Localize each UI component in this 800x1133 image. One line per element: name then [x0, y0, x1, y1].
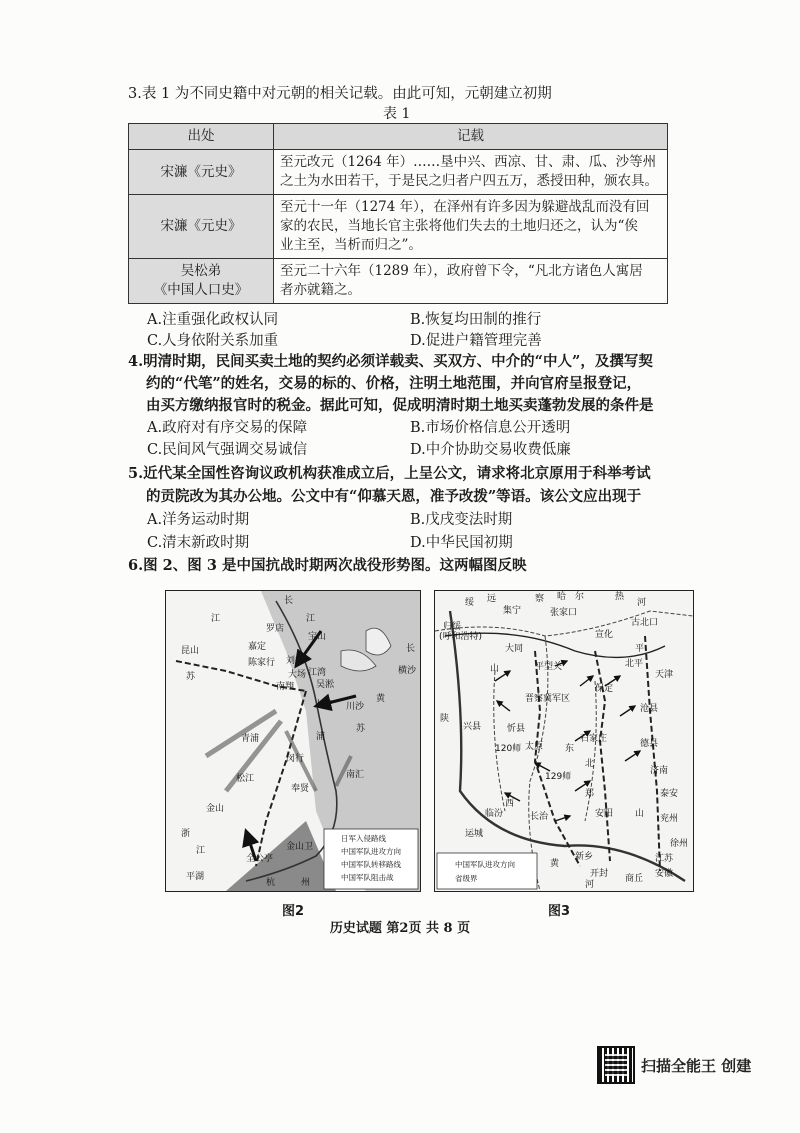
map-label: 平 — [635, 644, 645, 654]
q4-option-d[interactable]: D.中介协助交易收费低廉 — [410, 442, 571, 458]
map-label: 陕 — [440, 714, 450, 724]
table-row — [129, 195, 668, 259]
row-record — [274, 195, 668, 259]
map-figure-3 — [434, 590, 694, 892]
map-label: 奉贤 — [291, 784, 310, 794]
map-label: 长 — [406, 644, 416, 654]
map-label: 泰安 — [660, 789, 679, 799]
q5-option-d[interactable]: D.中华民国初期 — [410, 535, 513, 551]
map-label: 西 — [505, 799, 515, 809]
attack-arrow — [555, 816, 570, 821]
table-caption: 表 1 — [383, 106, 411, 122]
q5-option-b[interactable]: B.戊戌变法时期 — [410, 512, 513, 528]
row-source: 宋濂《元史》 — [129, 150, 274, 195]
map-label: 哈 — [557, 592, 567, 602]
record-table — [128, 123, 668, 304]
figure-3-caption: 图3 — [548, 904, 571, 919]
figure-2-caption: 图2 — [282, 904, 305, 919]
province-border — [585, 681, 596, 821]
map-label: 临汾 — [485, 809, 504, 819]
table-header-row — [129, 124, 668, 150]
map-label: 古北口 — [631, 618, 659, 628]
map-label: 绥 — [465, 598, 475, 608]
map-label: 晋察冀军区 — [525, 694, 571, 704]
row-record — [274, 259, 668, 304]
map-label: 苏 — [356, 724, 366, 734]
row-source: 宋濂《元史》 — [129, 195, 274, 259]
record-line: 者亦就籍之。 — [280, 282, 361, 298]
map-label: 沧县 — [640, 704, 659, 714]
map-label: 上海 — [314, 700, 333, 710]
qr-code-icon — [597, 1046, 635, 1084]
map-label: 北平 — [625, 659, 644, 669]
map-label: 河 — [637, 598, 647, 608]
table-row — [129, 259, 668, 304]
scanner-brand: 扫描全能王 创建 — [641, 1056, 752, 1075]
record-line: 业主至，当析而归之”。 — [280, 237, 422, 253]
map-label: 宣化 — [595, 630, 614, 640]
record-line: 家的农民，当地长官主张将他们失去的土地归还之，认为“俟 — [280, 218, 638, 234]
map-3-legend — [437, 853, 537, 889]
map-label: 129师 — [545, 772, 572, 782]
map-label: 刘行 — [286, 656, 305, 666]
q5-line: 的贡院改为其办公地。公文中有“仰慕天恩，准予改拨”等语。该公文应出现于 — [146, 488, 642, 505]
map-label: 120师 — [495, 744, 522, 754]
map-label: 热 — [615, 592, 625, 602]
map-label: 徐州 — [670, 839, 689, 849]
table-row — [129, 150, 668, 195]
map-label: 大同 — [505, 644, 524, 654]
map-label: 新乡 — [575, 852, 594, 862]
map-label: 张家口 — [550, 608, 578, 618]
map-label: 察 — [535, 594, 545, 604]
map-label: 陈家行 — [248, 658, 276, 668]
map-label: 中国军队转移路线 — [341, 860, 401, 869]
map-label: 江 — [196, 846, 206, 856]
q4-line: 4.明清时期，民间买卖土地的契约必须详载卖、买双方、中介的“中人”，及撰写契 — [128, 353, 653, 370]
map-figure-2 — [165, 590, 421, 892]
q5-option-a[interactable]: A.洋务运动时期 — [147, 512, 250, 528]
q3-option-c[interactable]: C.人身依附关系加重 — [147, 333, 279, 349]
map-label: 昆山 — [181, 646, 200, 656]
map-label: 嘉定 — [248, 642, 267, 652]
map-label: 兴县 — [463, 722, 482, 732]
map-label: 德县 — [640, 739, 659, 749]
map-label: 南汇 — [346, 770, 365, 780]
header-source: 出处 — [129, 124, 274, 150]
map-label: 北 — [585, 759, 595, 769]
map-label: 黄 — [376, 694, 386, 704]
page-footer: 历史试题 第2页 共 8 页 — [329, 921, 471, 936]
q5-option-c[interactable]: C.清末新政时期 — [147, 535, 250, 551]
map-label: 中国军队进攻方向 — [341, 847, 401, 856]
attack-arrow — [625, 751, 640, 761]
map-label: 中国军队进攻方向 — [455, 860, 515, 869]
map-label: 长治 — [530, 812, 549, 822]
map-label: 松江 — [236, 774, 255, 784]
q5-line: 5.近代某全国性咨询议政机构获准成立后，上呈公文，请求将北京原用于科举考试 — [128, 465, 651, 482]
map-label: 尔 — [575, 592, 585, 602]
row-source — [129, 259, 274, 304]
map-label: 川沙 — [346, 702, 365, 712]
map-label: 金山 — [206, 804, 225, 814]
map-label: 归绥 — [443, 622, 462, 632]
map-label: 河 — [585, 880, 595, 890]
map-label: 郑 — [585, 789, 595, 799]
map-label: 山 — [635, 809, 645, 819]
q4-line: 由买方缴纳报官时的税金。据此可知，促成明清时期土地买卖蓬勃发展的条件是 — [146, 397, 654, 414]
q4-option-a[interactable]: A.政府对有序交易的保障 — [147, 420, 308, 436]
map-3-svg — [435, 591, 693, 891]
map-label: 省级界 — [455, 874, 478, 883]
map-label: 保定 — [595, 684, 614, 694]
map-label: 宝山 — [308, 632, 327, 642]
map-label: (呼和浩特) — [439, 632, 483, 642]
map-label: 中国军队阻击战 — [341, 873, 394, 882]
map-label: 集宁 — [503, 606, 522, 616]
q3-option-a[interactable]: A.注重强化政权认同 — [147, 312, 279, 328]
scanner-watermark — [597, 1046, 751, 1084]
record-line: 之土为水田若干，于是民之归者户四五万，悉授田种，颁农具。 — [280, 173, 658, 189]
q4-line: 约的“代笔”的姓名，交易的标的、价格，注明土地范围，并向官府呈报登记， — [146, 375, 642, 392]
record-line: 至元十一年（1274 年），在泽州有许多因为躲避战乱而没有回 — [280, 199, 650, 215]
map-label: 安徽 — [655, 869, 674, 879]
map-label: 远 — [487, 594, 497, 604]
map-label: 金山卫 — [286, 842, 314, 852]
source-line: 吴松弟 — [180, 263, 222, 279]
map-2-svg — [166, 591, 420, 891]
map-label: 安阳 — [595, 809, 614, 819]
map-label: 青浦 — [241, 734, 260, 744]
q3-option-d[interactable]: D.促进户籍管理完善 — [410, 333, 542, 349]
province-border — [494, 671, 505, 811]
map-label: 全公亭 — [246, 854, 274, 864]
map-label: 商丘 — [625, 874, 644, 884]
map-label: 开封 — [590, 869, 609, 879]
attack-arrow — [497, 701, 510, 711]
record-line: 至元改元（1264 年）……垦中兴、西凉、甘、肃、瓜、沙等州 — [280, 154, 657, 170]
map-label: 东 — [565, 744, 575, 754]
attack-arrow — [580, 676, 593, 686]
map-label: 闵行 — [286, 754, 305, 764]
map-label: 苏 — [186, 672, 196, 682]
map-label: 吴淞 — [316, 680, 335, 690]
map-label: 运城 — [465, 829, 484, 839]
map-label: 江 — [211, 614, 221, 624]
map-label: 浦 — [316, 732, 326, 742]
q6-stem: 6.图 2、图 3 是中国抗战时期两次战役形势图。这两幅图反映 — [128, 557, 527, 574]
map-label: 忻县 — [507, 724, 526, 734]
record-line: 至元二十六年（1289 年），政府曾下令，“凡北方诸色人寓居 — [280, 263, 643, 279]
header-record: 记载 — [274, 124, 668, 150]
map-label: 太原 — [525, 742, 544, 752]
map-label: 济南 — [650, 766, 669, 776]
map-label: 山 — [490, 664, 500, 674]
map-label: 杭 — [266, 878, 276, 888]
map-label: 日军入侵路线 — [341, 834, 386, 843]
q4-option-c[interactable]: C.民间风气强调交易诚信 — [147, 442, 308, 458]
bay-area — [226, 821, 336, 891]
map-label: 横沙 — [398, 666, 417, 676]
attack-arrow — [620, 706, 635, 716]
railway — [595, 651, 610, 861]
q3-option-b[interactable]: B.恢复均田制的推行 — [410, 312, 542, 328]
map-label: 黄 — [550, 859, 560, 869]
map-label: 江 — [306, 614, 316, 624]
map-label: 长 — [284, 596, 294, 606]
q4-option-b[interactable]: B.市场价格信息公开透明 — [410, 420, 571, 436]
map-label: 石家庄 — [580, 734, 608, 744]
map-label: 平型关 — [535, 662, 563, 672]
q3-stem: 3.表 1 为不同史籍中对元朝的相关记载。由此可知，元朝建立初期 — [128, 86, 552, 102]
map-label: 平湖 — [186, 872, 205, 882]
map-label: 州 — [301, 878, 311, 888]
map-label: 罗店 — [266, 624, 285, 634]
map-label: 大场 — [288, 670, 307, 680]
map-label: 江苏 — [655, 854, 674, 864]
row-record — [274, 150, 668, 195]
map-label: 天津 — [655, 670, 674, 680]
map-label: 江湾 — [308, 668, 327, 678]
map-label: 南翔 — [276, 682, 295, 692]
map-label: 兖州 — [660, 814, 679, 824]
source-line: 《中国人口史》 — [153, 282, 249, 298]
railway — [535, 651, 580, 866]
map-label: 浙 — [181, 829, 191, 839]
